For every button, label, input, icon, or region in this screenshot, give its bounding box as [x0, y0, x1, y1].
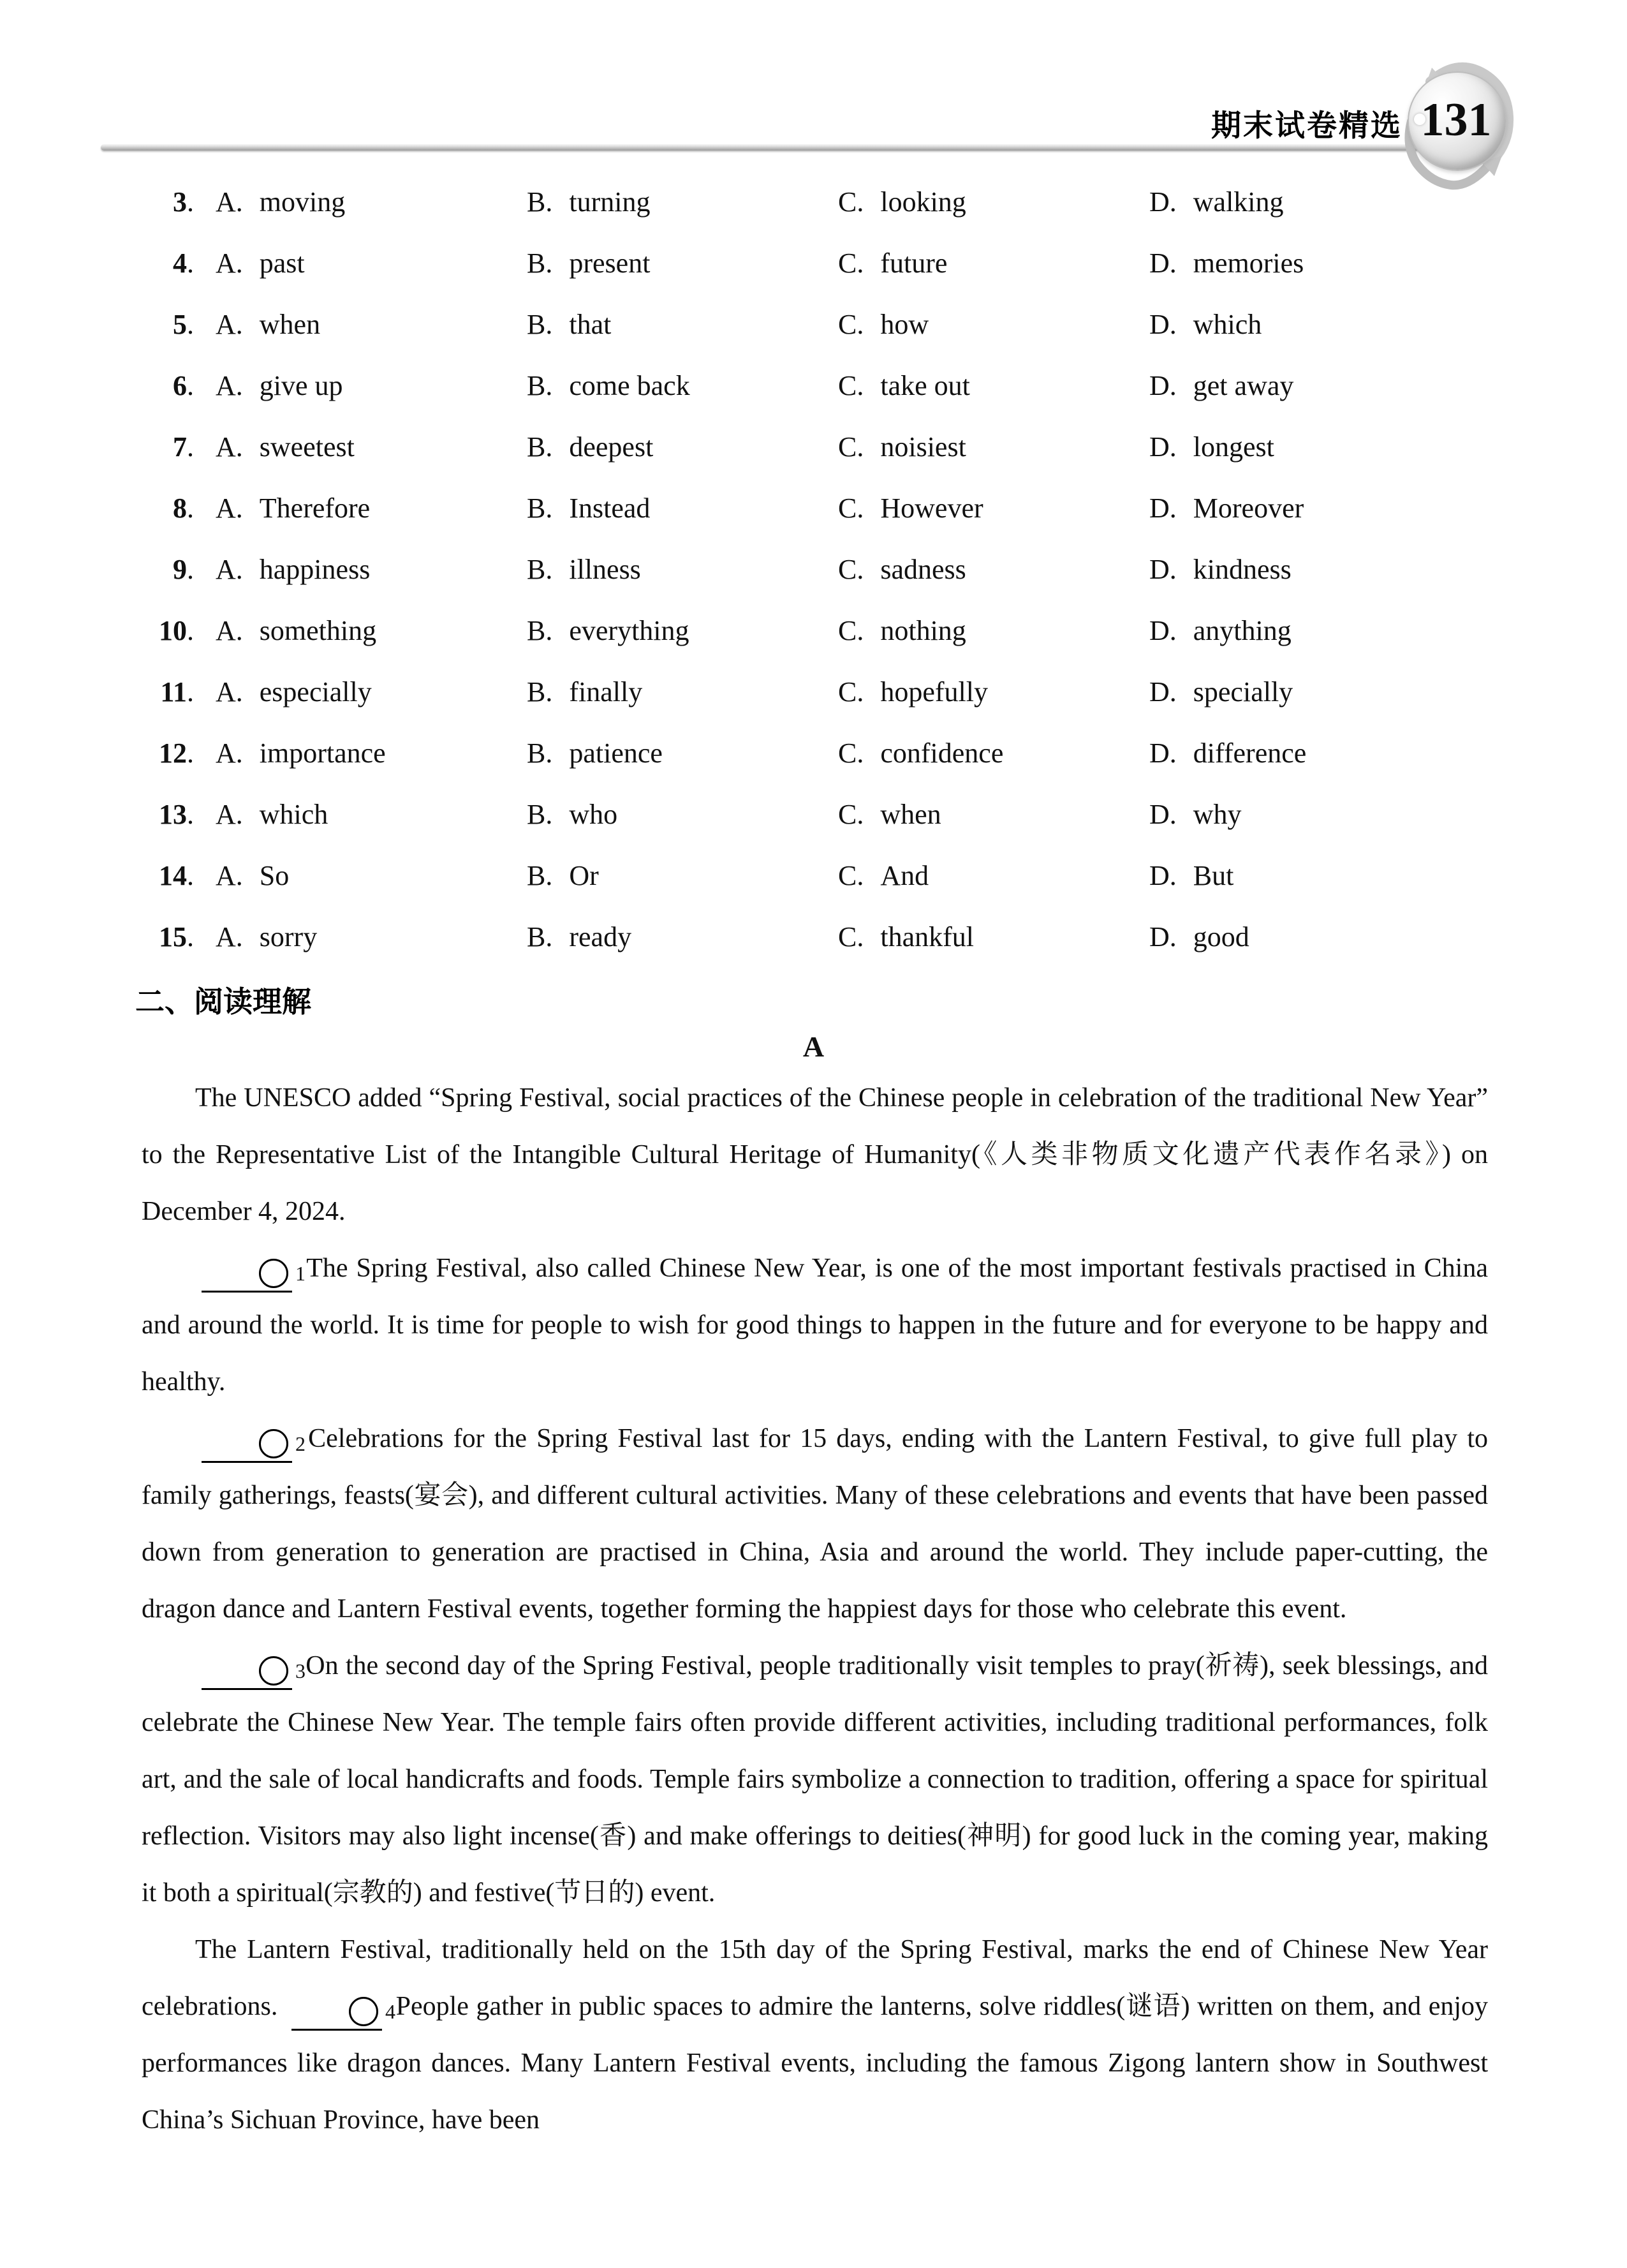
- option-letter: A.: [216, 921, 243, 952]
- passage-text: The UNESCO added “Spring Festival, social practices of the Chinese people in celebration of the traditional New Year” to the Representative List of the Intangible Cultural Heritage of Humanity(《人类非物质文化遗产代表作名录》) on December 4, 2024.: [142, 1083, 1488, 1226]
- page-content: [0, 171, 1627, 2149]
- option-text: finally: [569, 676, 643, 708]
- option-text: past: [259, 247, 305, 279]
- option-d: [1131, 553, 1512, 586]
- option-text: why: [1193, 798, 1242, 830]
- option-text: anything: [1193, 614, 1292, 646]
- option-letter: B.: [527, 553, 553, 585]
- option-c: [820, 186, 1131, 218]
- option-d: [1131, 737, 1512, 769]
- option-c: [820, 553, 1131, 586]
- question-number: 14.: [159, 859, 194, 891]
- option-letter: B.: [527, 614, 553, 646]
- option-letter: C.: [838, 492, 864, 524]
- option-d: [1131, 369, 1512, 402]
- option-letter: B.: [527, 798, 553, 830]
- option-a: [198, 247, 509, 279]
- option-letter: D.: [1149, 369, 1177, 401]
- option-a: [198, 431, 509, 463]
- section-title: 二、阅读理解: [135, 985, 311, 1018]
- option-text: when: [259, 308, 321, 340]
- option-text: sweetest: [259, 431, 355, 463]
- circled-number: 4: [349, 1997, 378, 2026]
- option-c: [820, 308, 1131, 341]
- question-row: [136, 722, 1512, 783]
- page-header: [0, 0, 1627, 167]
- option-letter: C.: [838, 431, 864, 463]
- passage-label: A: [802, 1030, 825, 1063]
- option-text: ready: [569, 921, 632, 952]
- option-b: [509, 921, 820, 953]
- passage-paragraph: [142, 1922, 1488, 2149]
- option-text: But: [1193, 859, 1234, 891]
- question-row: [136, 171, 1512, 232]
- numbered-blank: [202, 1652, 306, 1690]
- option-text: present: [569, 247, 651, 279]
- circled-number: 2: [259, 1429, 288, 1458]
- option-text: Moreover: [1193, 492, 1304, 524]
- option-letter: A.: [216, 431, 243, 463]
- option-letter: B.: [527, 676, 553, 708]
- numbered-blank: [202, 1255, 306, 1293]
- option-text: happiness: [259, 553, 371, 585]
- option-text: difference: [1193, 737, 1307, 769]
- option-b: [509, 614, 820, 647]
- option-b: [509, 308, 820, 341]
- option-text: kindness: [1193, 553, 1292, 585]
- option-letter: C.: [838, 247, 864, 279]
- option-letter: A.: [216, 186, 243, 218]
- option-a: [198, 369, 509, 402]
- option-b: [509, 737, 820, 769]
- question-number: 12.: [159, 737, 194, 769]
- option-text: future: [880, 247, 948, 279]
- option-b: [509, 369, 820, 402]
- option-letter: A.: [216, 553, 243, 585]
- question-number: 11.: [160, 676, 194, 708]
- option-letter: C.: [838, 798, 864, 830]
- option-a: [198, 798, 509, 831]
- option-a: [198, 859, 509, 892]
- option-letter: A.: [216, 369, 243, 401]
- option-a: [198, 308, 509, 341]
- option-text: moving: [259, 186, 346, 218]
- option-letter: C.: [838, 676, 864, 708]
- option-letter: C.: [838, 369, 864, 401]
- option-text: illness: [569, 553, 641, 585]
- option-d: [1131, 921, 1512, 953]
- option-a: [198, 921, 509, 953]
- option-letter: D.: [1149, 798, 1177, 830]
- question-number: 3.: [173, 186, 194, 218]
- question-row: [136, 600, 1512, 661]
- option-text: get away: [1193, 369, 1294, 401]
- question-number: 6.: [173, 369, 194, 401]
- option-letter: D.: [1149, 676, 1177, 708]
- option-d: [1131, 247, 1512, 279]
- question-row: [136, 661, 1512, 722]
- option-a: [198, 737, 509, 769]
- option-d: [1131, 186, 1512, 218]
- option-letter: C.: [838, 308, 864, 340]
- option-a: [198, 186, 509, 218]
- option-b: [509, 492, 820, 524]
- passage-text: The Lantern Festival, traditionally held on the 15th day of the Spring Festival, marks the end of Chinese New Year celebrations.: [142, 1935, 1488, 2021]
- option-text: However: [880, 492, 983, 524]
- passage-text: On the second day of the Spring Festival, people traditionally visit temples to pray(祈祷), seek blessings, and celebrate the Chinese New Year. The temple fairs often provide different activities, including traditional performances, folk art, and the sale of local handicrafts and foods. Temple fairs symbolize a connection to tradition, offering a space for spiritual reflection. Visitors may also light incense(香) and make offerings to deities(神明) for good luck in the coming year, making it both a spiritual(宗教的) and festive(节日的) event.: [142, 1651, 1488, 1908]
- question-row: [136, 293, 1512, 355]
- option-a: [198, 492, 509, 524]
- option-letter: B.: [527, 859, 553, 891]
- option-letter: D.: [1149, 614, 1177, 646]
- option-d: [1131, 492, 1512, 524]
- option-letter: D.: [1149, 553, 1177, 585]
- option-a: [198, 614, 509, 647]
- option-b: [509, 553, 820, 586]
- circled-number: 3: [259, 1656, 288, 1686]
- option-text: So: [259, 859, 290, 891]
- passage-text: People gather in public spaces to admire the lanterns, solve riddles(谜语) written on them, and enjoy performances like dragon dances. Many Lantern Festival events, including the famous Zigong lantern show in Southwest China’s Sichuan Province, have been: [142, 1992, 1489, 2135]
- option-letter: D.: [1149, 737, 1177, 769]
- option-letter: B.: [527, 737, 553, 769]
- option-d: [1131, 859, 1512, 892]
- question-number: 8.: [173, 492, 194, 524]
- option-d: [1131, 431, 1512, 463]
- option-text: deepest: [569, 431, 654, 463]
- option-text: confidence: [880, 737, 1004, 769]
- passage-paragraph: [142, 1411, 1488, 1638]
- option-b: [509, 676, 820, 708]
- question-row: [136, 416, 1512, 477]
- option-a: [198, 676, 509, 708]
- option-letter: A.: [216, 492, 243, 524]
- option-c: [820, 492, 1131, 524]
- option-b: [509, 186, 820, 218]
- option-c: [820, 369, 1131, 402]
- option-c: [820, 431, 1131, 463]
- page-number: 131: [1420, 93, 1492, 146]
- passage-paragraph: [142, 1070, 1488, 1240]
- option-text: looking: [880, 186, 966, 218]
- option-text: who: [569, 798, 618, 830]
- passage-paragraph: [142, 1638, 1488, 1922]
- option-text: something: [259, 614, 377, 646]
- option-c: [820, 921, 1131, 953]
- option-c: [820, 676, 1131, 708]
- page-title: 期末试卷精选: [1211, 108, 1402, 142]
- question-number: 10.: [159, 614, 194, 646]
- option-d: [1131, 676, 1512, 708]
- option-text: which: [1193, 308, 1262, 340]
- option-letter: C.: [838, 614, 864, 646]
- question-row: [136, 355, 1512, 416]
- option-letter: C.: [838, 737, 864, 769]
- option-d: [1131, 614, 1512, 647]
- question-number: 15.: [159, 921, 194, 952]
- question-row: [136, 538, 1512, 600]
- question-number: 7.: [173, 431, 194, 463]
- option-letter: C.: [838, 553, 864, 585]
- option-letter: D.: [1149, 247, 1177, 279]
- option-letter: B.: [527, 369, 553, 401]
- numbered-blank: [202, 1425, 306, 1463]
- option-text: especially: [259, 676, 372, 708]
- option-letter: D.: [1149, 921, 1177, 952]
- question-number: 4.: [173, 247, 194, 279]
- option-text: nothing: [880, 614, 966, 646]
- option-d: [1131, 308, 1512, 341]
- option-letter: B.: [527, 308, 553, 340]
- option-b: [509, 859, 820, 892]
- option-c: [820, 859, 1131, 892]
- header-divider-rule: [101, 144, 1475, 151]
- option-text: hopefully: [880, 676, 988, 708]
- option-c: [820, 798, 1131, 831]
- option-text: memories: [1193, 247, 1304, 279]
- option-b: [509, 431, 820, 463]
- option-text: turning: [569, 186, 651, 218]
- question-row: [136, 906, 1512, 967]
- question-number: 5.: [173, 308, 194, 340]
- option-text: that: [569, 308, 612, 340]
- option-text: Or: [569, 859, 599, 891]
- option-text: longest: [1193, 431, 1274, 463]
- option-a: [198, 553, 509, 586]
- question-row: [136, 845, 1512, 906]
- question-row: [136, 232, 1512, 293]
- option-letter: D.: [1149, 431, 1177, 463]
- option-letter: C.: [838, 921, 864, 952]
- option-letter: A.: [216, 676, 243, 708]
- passage-text: Celebrations for the Spring Festival last for 15 days, ending with the Lantern Festival, to give full play to family gatherings, feasts(宴会), and different cultural activities. Many of these celebrations and events that have been passed down from generation to generation are practised in China, Asia and around the world. They include paper-cutting, the dragon dance and Lantern Festival events, together forming the happiest days for those who celebrate this event.: [142, 1424, 1489, 1624]
- question-number: 13.: [159, 798, 194, 830]
- option-letter: B.: [527, 431, 553, 463]
- option-letter: A.: [216, 859, 243, 891]
- option-letter: B.: [527, 247, 553, 279]
- reading-passage: [142, 1070, 1488, 2149]
- option-letter: A.: [216, 247, 243, 279]
- option-d: [1131, 798, 1512, 831]
- option-text: patience: [569, 737, 663, 769]
- option-letter: A.: [216, 737, 243, 769]
- option-letter: D.: [1149, 186, 1177, 218]
- option-text: everything: [569, 614, 689, 646]
- circled-number: 1: [259, 1259, 288, 1288]
- option-letter: A.: [216, 798, 243, 830]
- option-c: [820, 247, 1131, 279]
- option-text: how: [880, 308, 929, 340]
- option-text: which: [259, 798, 328, 830]
- passage-text: The Spring Festival, also called Chinese New Year, is one of the most important festivals practised in China and around the world. It is time for people to wish for good things to happen in the future and for everyone to be happy and healthy.: [142, 1254, 1488, 1397]
- option-text: And: [880, 859, 929, 891]
- option-letter: A.: [216, 308, 243, 340]
- numbered-blank: [291, 1993, 396, 2031]
- option-text: sorry: [259, 921, 318, 952]
- option-text: take out: [880, 369, 970, 401]
- option-text: good: [1193, 921, 1249, 952]
- question-number: 9.: [173, 553, 194, 585]
- question-row: [136, 477, 1512, 538]
- option-letter: B.: [527, 186, 553, 218]
- option-text: Therefore: [259, 492, 371, 524]
- option-letter: C.: [838, 859, 864, 891]
- option-text: thankful: [880, 921, 974, 952]
- option-c: [820, 737, 1131, 769]
- option-text: importance: [259, 737, 386, 769]
- multiple-choice-list: [136, 171, 1512, 967]
- option-letter: A.: [216, 614, 243, 646]
- option-text: when: [880, 798, 941, 830]
- option-text: walking: [1193, 186, 1284, 218]
- option-c: [820, 614, 1131, 647]
- option-text: Instead: [569, 492, 651, 524]
- option-letter: B.: [527, 492, 553, 524]
- option-b: [509, 247, 820, 279]
- passage-paragraph: [142, 1240, 1488, 1411]
- option-text: come back: [569, 369, 690, 401]
- option-text: specially: [1193, 676, 1293, 708]
- option-letter: C.: [838, 186, 864, 218]
- option-text: give up: [259, 369, 343, 401]
- option-text: noisiest: [880, 431, 966, 463]
- option-letter: B.: [527, 921, 553, 952]
- question-row: [136, 783, 1512, 845]
- option-text: sadness: [880, 553, 966, 585]
- option-b: [509, 798, 820, 831]
- option-letter: D.: [1149, 859, 1177, 891]
- option-letter: D.: [1149, 492, 1177, 524]
- option-letter: D.: [1149, 308, 1177, 340]
